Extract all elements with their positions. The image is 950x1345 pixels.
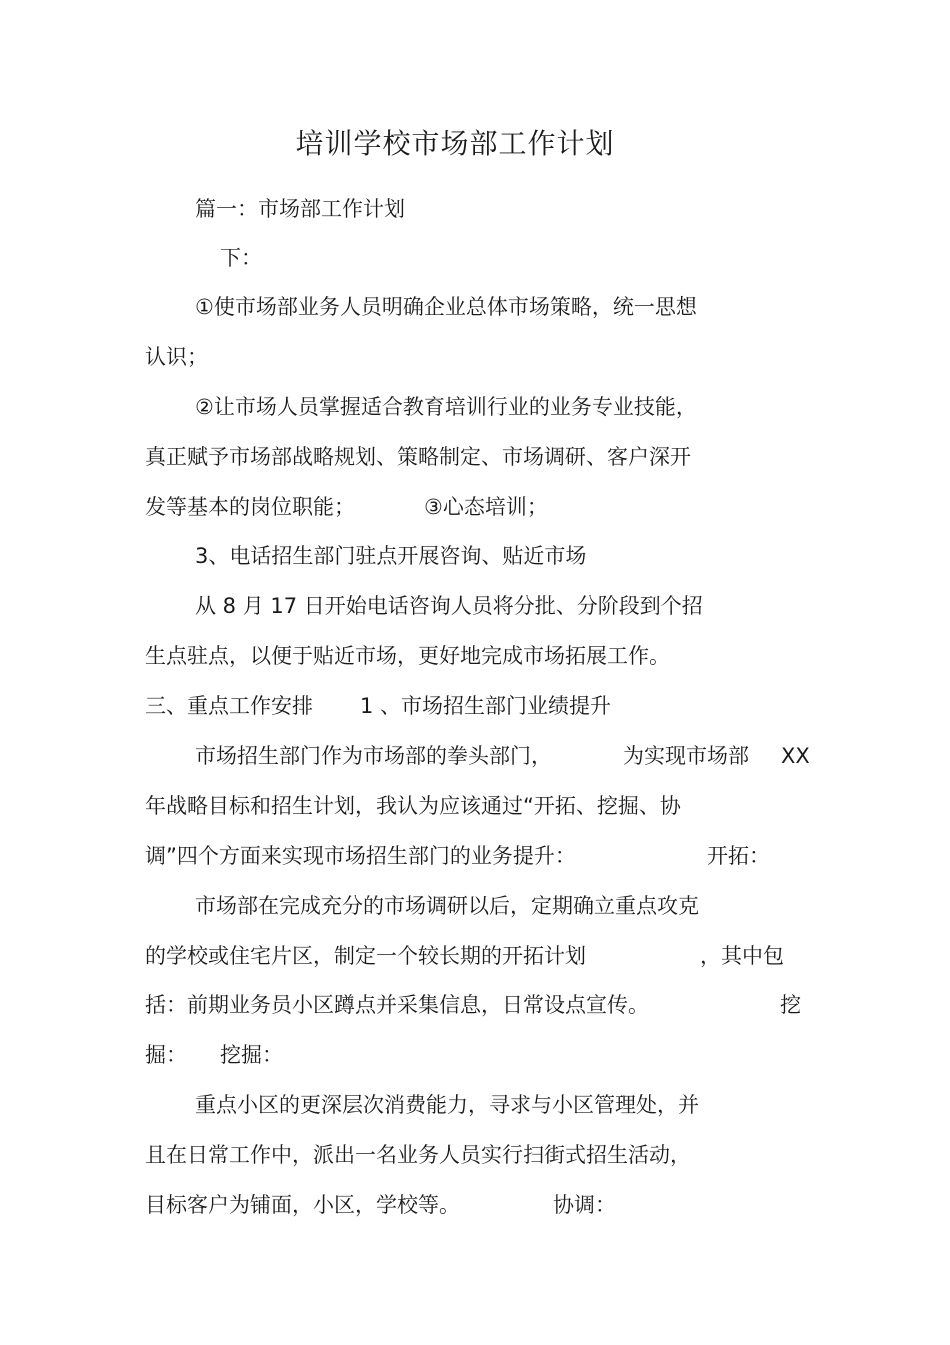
text-line: 且在日常工作中，派出一名业务人员实行扫街式招生活动， [145, 1143, 691, 1167]
text-line: 下： [220, 246, 262, 270]
section-heading: 三、重点工作安排 [145, 694, 313, 718]
text-line: XX [781, 744, 810, 768]
text-line: 为实现市场部 [623, 744, 749, 768]
text-line: 认识； [145, 345, 208, 369]
text-line: 目标客户为铺面，小区，学校等。 [145, 1193, 460, 1217]
text-line: 1 、市场招生部门业绩提升 [360, 694, 612, 718]
text-line: 挖掘： [220, 1043, 283, 1067]
text-line: 市场招生部门作为市场部的拳头部门， [195, 744, 552, 768]
page-title: 培训学校市场部工作计划 [295, 127, 615, 160]
text-line: 从 8 月 17 日开始电话咨询人员将分批、分阶段到个招 [195, 594, 703, 618]
text-line: 开拓： [707, 844, 770, 868]
text-line: 发等基本的岗位职能； [145, 495, 355, 519]
text-line: ，其中包 [700, 944, 784, 968]
text-line: 年战略目标和招生计划，我认为应该通过“开拓、挖掘、协 [145, 794, 681, 818]
text-line: 市场部在完成充分的市场调研以后，定期确立重点攻克 [195, 894, 699, 918]
text-line: 括：前期业务员小区蹲点并采集信息，日常设点宣传。 [145, 993, 649, 1017]
text-line: 重点小区的更深层次消费能力，寻求与小区管理处，并 [195, 1093, 699, 1117]
text-line: 真正赋予市场部战略规划、策略制定、市场调研、客户深开 [145, 445, 691, 469]
text-line: ③心态培训； [424, 495, 548, 519]
text-line: 生点驻点，以便于贴近市场，更好地完成市场拓展工作。 [145, 644, 670, 668]
text-line: 掘： [145, 1043, 187, 1067]
text-line: ①使市场部业务人员明确企业总体市场策略，统一思想 [195, 295, 697, 319]
text-line: ②让市场人员掌握适合教育培训行业的业务专业技能， [195, 395, 697, 419]
text-line: 调”四个方面来实现市场招生部门的业务提升： [145, 844, 576, 868]
text-line: 的学校或住宅片区，制定一个较长期的开拓计划 [145, 944, 586, 968]
text-line: 协调： [553, 1193, 616, 1217]
text-line: 挖 [780, 993, 801, 1017]
text-line: 3、电话招生部门驻点开展咨询、贴近市场 [195, 544, 587, 568]
section-heading: 篇一：市场部工作计划 [195, 197, 405, 221]
